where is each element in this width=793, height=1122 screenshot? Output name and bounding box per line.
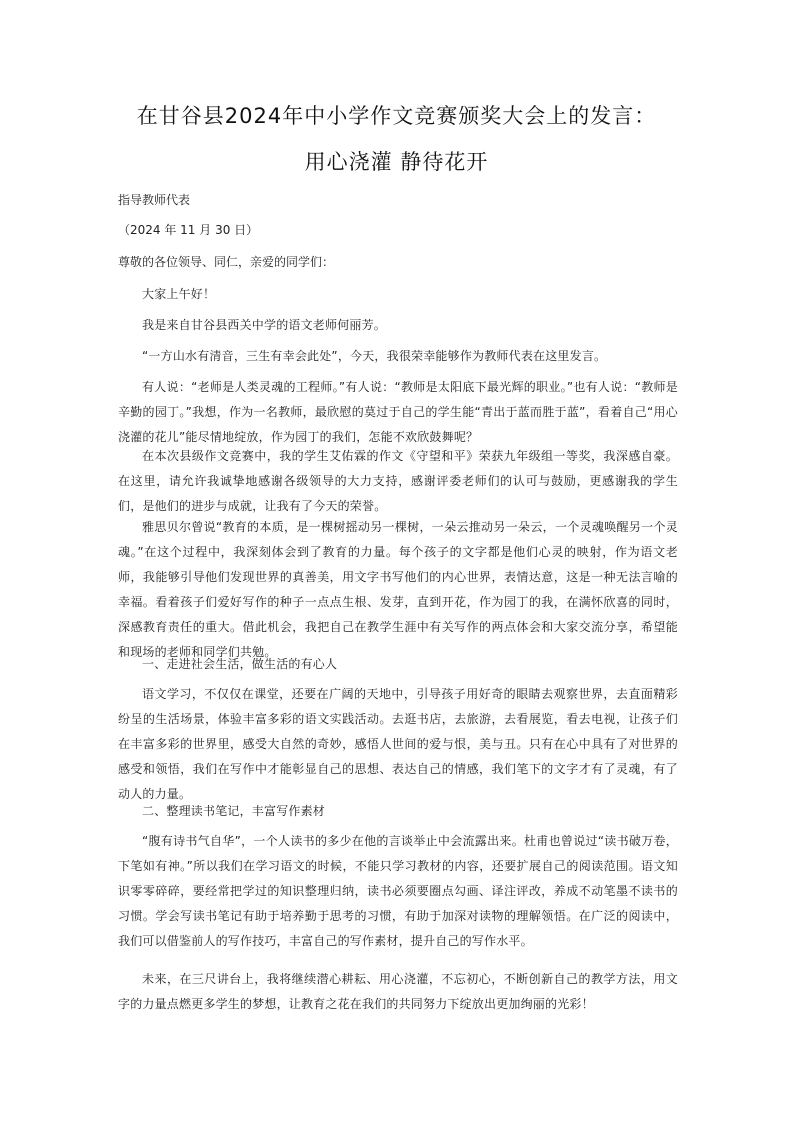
- byline: 指导教师代表: [118, 193, 191, 207]
- date: （2024 年 11 月 30 日）: [118, 223, 259, 237]
- paragraph-closing: 未来，在三尺讲台上，我将继续潜心耕耘、用心浇灌，不忘初心，不断创新自己的教学方法，用文字的力量点燃更多学生的梦想，让教育之花在我们的共同努力下绽放出更加绚丽的光彩！: [118, 972, 678, 1011]
- paragraph-section-2: “腹有诗书气自华”，一个人读书的多少在他的言谈举止中会流露出来。杜甫也曾说过“读书破万卷，下笔如有神。”所以我们在学习语文的时候，不能只学习教材的内容，还要扩展自己的阅读范围。语文知识零零碎碎，要经常把学过的知识整理归纳，读书必须要圈点勾画、译注评改，养成不动笔墨不读书的习惯。学会写读书笔记有助于培养勤于思考的习惯，有助于加深对读物的理解领悟。在广泛的阅读中，我们可以借鉴前人的写作技巧，丰富自己的写作素材，提升自己的写作水平。: [118, 834, 678, 948]
- paragraph-award: 在本次县级作文竞赛中，我的学生艾佑霖的作文《守望和平》荣获九年级组一等奖，我深感自豪。在这里，请允许我诚挚地感谢各级领导的大力支持，感谢评委老师们的认可与鼓励，更感谢我的学生们，是他们的进步与成就，让我有了今天的荣誉。: [118, 449, 678, 513]
- title-line-2: 用心浇灌 静待花开: [304, 150, 489, 174]
- paragraph-intro: 我是来自甘谷县西关中学的语文老师何丽芳。: [142, 318, 387, 332]
- paragraph-greeting: 大家上午好！: [142, 287, 216, 301]
- section-heading-2: 二、整理读书笔记，丰富写作素材: [142, 804, 326, 818]
- paragraph-education-essence: 雅思贝尔曾说“教育的本质，是一棵树摇动另一棵树，一朵云推动另一朵云，一个灵魂唤醒另一个灵魂。”在这个过程中，我深刻体会到了教育的力量。每个孩子的文字都是他们心灵的映射，作为语文老师，我能够引导他们发现世界的真善美，用文字书写他们的内心世界，表情达意，这是一种无法言喻的幸福。看着孩子们爱好写作的种子一点点生根、发芽，直到开花，作为园丁的我，在满怀欣喜的同时，深感教育责任的重大。借此机会，我把自己在教学生涯中有关写作的两点体会和大家交流分享，希望能和现场的老师和同学们共勉。: [118, 520, 678, 659]
- paragraph-honor: “一方山水有清音，三生有幸会此处”，今天，我很荣幸能够作为教师代表在这里发言。: [142, 349, 607, 363]
- section-heading-1: 一、走进社会生活，做生活的有心人: [142, 657, 338, 671]
- title-line-1: 在甘谷县2024年中小学作文竞赛颁奖大会上的发言：: [136, 104, 657, 128]
- paragraph-teacher-quotes: 有人说：“老师是人类灵魂的工程师。”有人说：“教师是太阳底下最光辉的职业。”也有人说：“教师是辛勤的园丁。”我想，作为一名教师，最欣慰的莫过于自己的学生能“青出于蓝而胜于蓝”，看着自己“用心浇灌的花儿”能尽情地绽放，作为园丁的我们，怎能不欢欣鼓舞呢？: [118, 380, 678, 444]
- salutation: 尊敬的各位领导、同仁，亲爱的同学们：: [118, 255, 335, 269]
- paragraph-section-1: 语文学习，不仅仅在课堂，还要在广阔的天地中，引导孩子用好奇的眼睛去观察世界，去直面精彩纷呈的生活场景，体验丰富多彩的语文实践活动。去逛书店，去旅游，去看展览，看去电视，让孩子们在丰富多彩的世界里，感受大自然的奇妙，感悟人世间的爱与恨，美与丑。只有在心中具有了对世界的感受和领悟，我们在写作中才能彰显自己的思想、表达自己的情感，我们笔下的文字才有了灵魂，有了动人的力量。: [118, 687, 678, 801]
